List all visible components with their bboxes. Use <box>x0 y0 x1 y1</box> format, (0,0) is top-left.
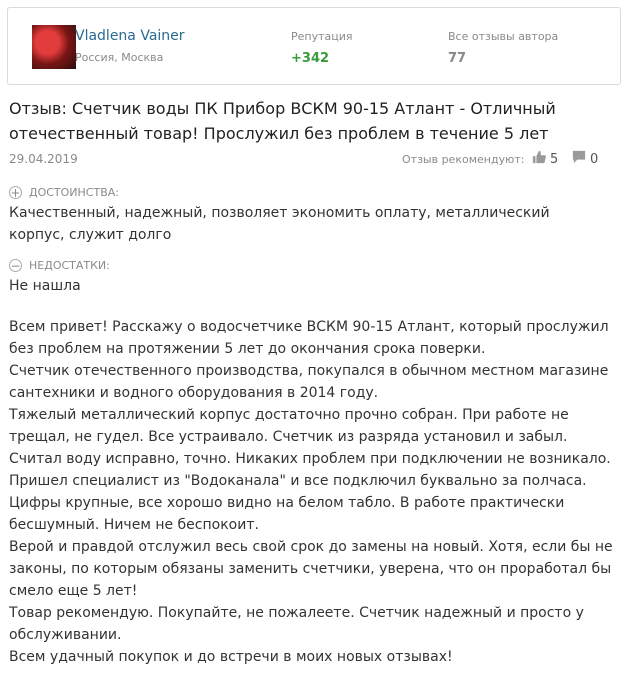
plus-circle-icon: + <box>10 185 21 200</box>
likes-count: 5 <box>550 151 559 167</box>
cons-header <box>9 259 110 272</box>
review-paragraph: Всем удачный покупок и до встречи в моих новых отзывах! <box>9 649 453 665</box>
review-date: 29.04.2019 <box>9 152 78 166</box>
thumbs-up-icon <box>532 150 546 168</box>
comments-button[interactable] <box>572 150 598 168</box>
review-paragraph: Верой и правдой отслужил весь свой срок до замены на новый. Хотя, если бы не законы, по которым обязаны заменить счетчики, уверена, что он проработал бы смело еще 5 лет! <box>9 539 613 599</box>
author-card <box>7 7 621 85</box>
review-paragraph: Цифры крупные, все хорошо видно на белом табло. В работе практически бесшумный. Ничем не беспокоит. <box>9 495 565 533</box>
review-paragraph: Товар рекомендую. Покупайте, не пожалеете. Счетчик надежный и просто у обслуживании. <box>9 605 584 643</box>
review-paragraph: Тяжелый металлический корпус достаточно прочно собран. При работе не трещал, не гудел. Все устраивало. Счетчик из разряда установил и забыл. <box>9 407 569 445</box>
review-title: Отзыв: Счетчик воды ПК Прибор ВСКМ 90-15 Атлант - Отличный отечественный товар! Прослужил без проблем в течение 5 лет <box>9 99 556 143</box>
all-reviews-count[interactable]: 77 <box>448 51 467 66</box>
recommend-label: Отзыв рекомендуют: <box>402 153 525 166</box>
reputation-value: +342 <box>291 51 330 66</box>
avatar[interactable] <box>32 25 76 69</box>
minus-circle-icon: − <box>10 258 21 273</box>
pros-text: Качественный, надежный, позволяет экономить оплату, металлический корпус, служит долго <box>9 205 550 243</box>
review-paragraph: Всем привет! Расскажу о водосчетчике ВСКМ 90-15 Атлант, который прослужил без проблем на протяжении 5 лет до окончания срока поверки. <box>9 319 609 357</box>
review-body <box>9 316 625 668</box>
all-reviews-label[interactable]: Все отзывы автора <box>448 30 559 43</box>
comments-count: 0 <box>590 151 599 167</box>
review-paragraph: Считал воду исправно, точно. Никаких проблем при подключении не возникало. <box>9 451 611 467</box>
likes-button[interactable] <box>532 150 558 168</box>
cons-text: Не нашла <box>9 278 81 294</box>
cons-label: НЕДОСТАТКИ: <box>29 259 110 272</box>
pros-header <box>9 186 119 199</box>
author-name-link[interactable]: Vladlena Vainer <box>75 28 185 44</box>
comment-icon <box>572 150 586 168</box>
author-location: Россия, Москва <box>75 51 164 64</box>
pros-label: ДОСТОИНСТВА: <box>29 186 119 199</box>
review-paragraph: Пришел специалист из "Водоканала" и все подключил буквально за полчаса. <box>9 473 587 489</box>
review-paragraph: Счетчик отечественного производства, покупался в обычном местном магазине сантехники и водного оборудования в 2014 году. <box>9 363 609 401</box>
reputation-label: Репутация <box>291 30 353 43</box>
